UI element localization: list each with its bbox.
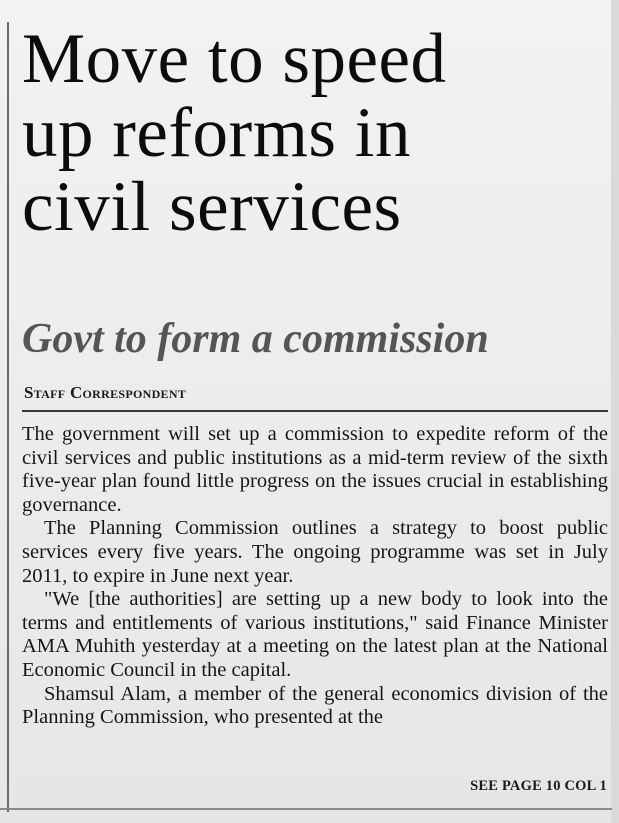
byline: Staff Correspondent <box>24 383 187 402</box>
byline-divider <box>22 410 608 412</box>
headline <box>22 22 612 244</box>
bottom-rule <box>0 808 612 810</box>
subheadline: Govt to form a commission <box>22 316 489 362</box>
left-column-rule <box>7 22 9 812</box>
article-body <box>22 423 608 730</box>
right-page-edge <box>611 0 619 823</box>
headline-line-3: civil services <box>22 168 402 246</box>
paragraph-1: The government will set up a commission to expedite reform of the civil services and public institutions as a mid-term review of the sixth five-year plan found little progress on the issues crucial in establishing governance. <box>22 423 608 516</box>
paragraph-4: Shamsul Alam, a member of the general economics division of the Planning Commission, who presented at the <box>22 682 608 729</box>
paragraph-2: The Planning Commission outlines a strategy to boost public services every five years. The ongoing programme was set in July 2011, to expire in June next year. <box>22 517 608 587</box>
continuation-note: SEE PAGE 10 COL 1 <box>470 778 607 794</box>
paragraph-3: "We [the authorities] are setting up a new body to look into the terms and entitlements of various institutions," said Finance Minister AMA Muhith yesterday at a meeting on the latest plan at the National Economic Council in the capital. <box>22 588 608 681</box>
headline-line-2: up reforms in <box>22 94 412 172</box>
headline-line-1: Move to speed <box>22 20 447 98</box>
